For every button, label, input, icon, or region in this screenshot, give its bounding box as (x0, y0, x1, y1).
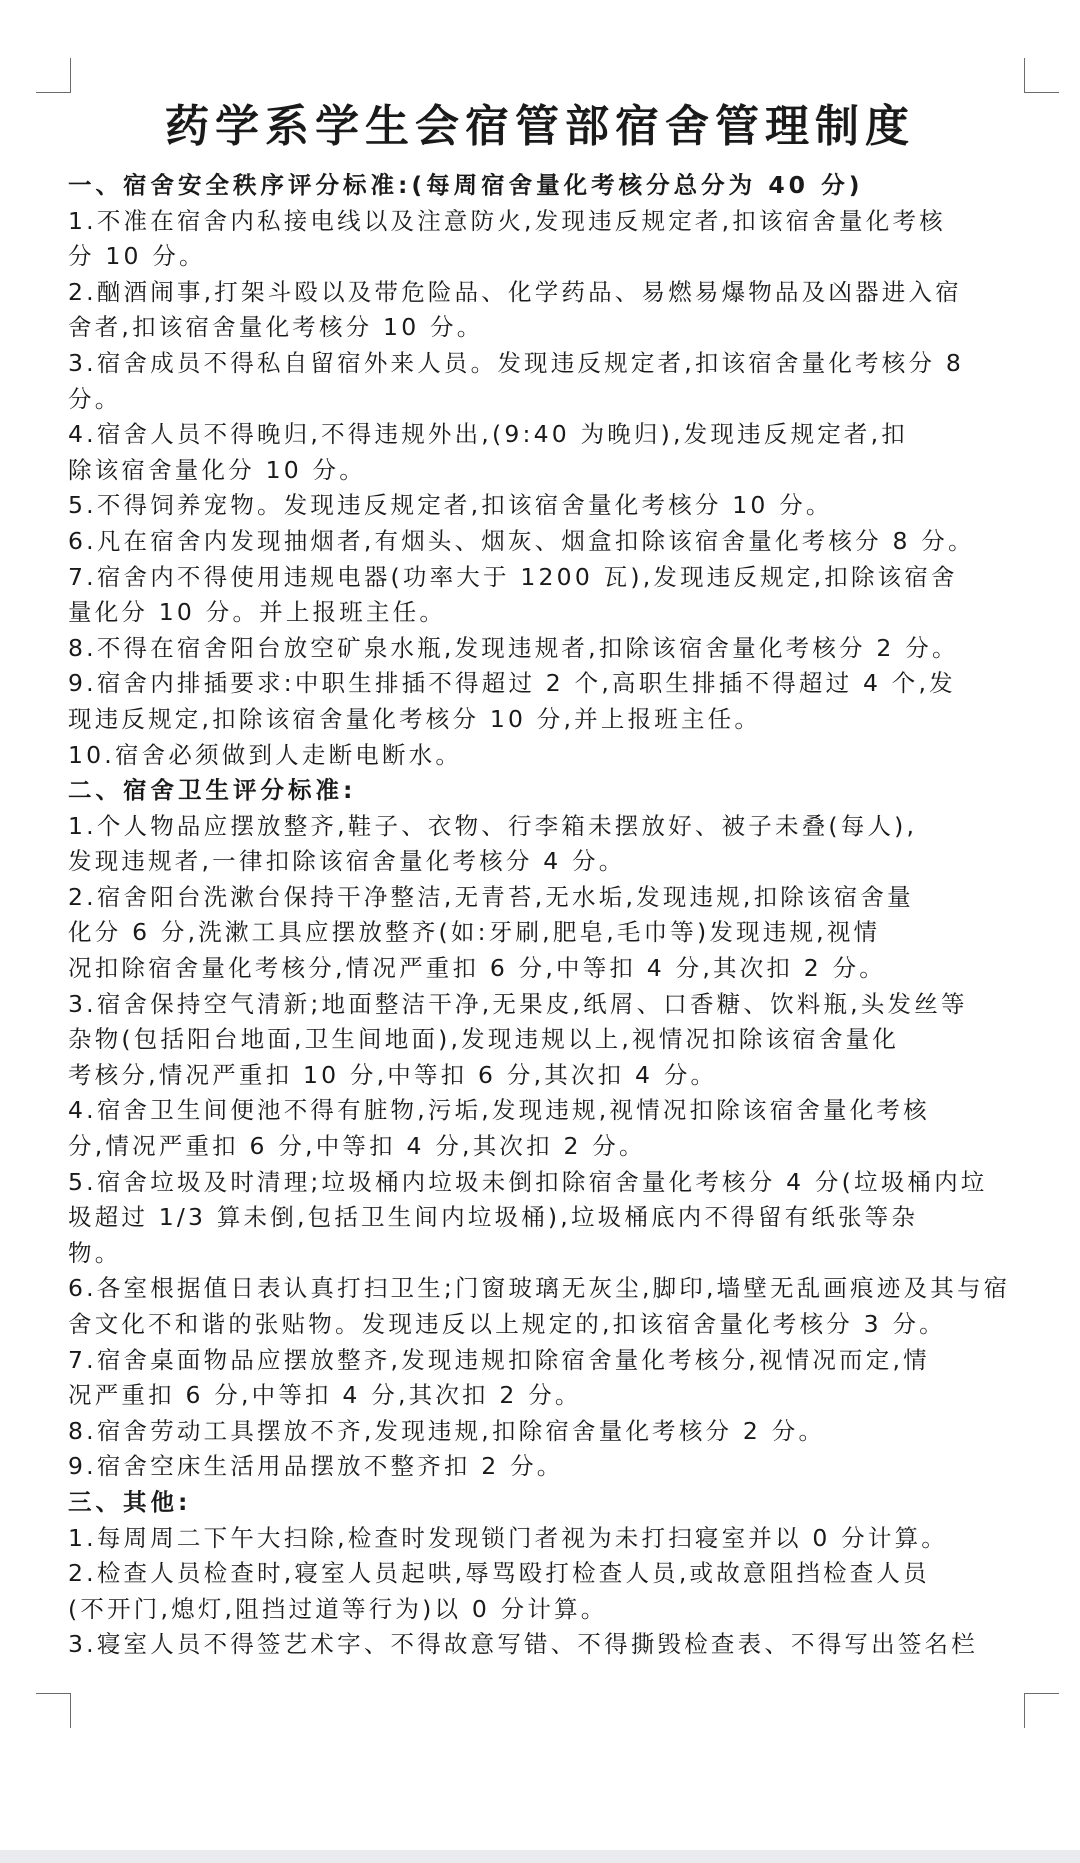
body-line: 3.宿舍成员不得私自留宿外来人员。发现违反规定者,扣该宿舍量化考核分 8 (68, 348, 965, 377)
body-line: 8.不得在宿舍阳台放空矿泉水瓶,发现违规者,扣除该宿舍量化考核分 2 分。 (68, 633, 959, 662)
body-line: 9.宿舍空床生活用品摆放不整齐扣 2 分。 (68, 1452, 564, 1481)
document-title: 药学系学生会宿管部宿舍管理制度 (165, 101, 915, 152)
body-line: 发现违规者,一律扣除该宿舍量化考核分 4 分。 (68, 847, 626, 876)
section-heading: 一、宿舍安全秩序评分标准:(每周宿舍量化考核分总分为 40 分) (68, 171, 864, 199)
body-line: 2.检查人员检查时,寝室人员起哄,辱骂殴打检查人员,或故意阻挡检查人员 (68, 1559, 930, 1588)
body-line: 6.凡在宿舍内发现抽烟者,有烟头、烟灰、烟盒扣除该宿舍量化考核分 8 分。 (68, 526, 975, 555)
body-line: 4.宿舍卫生间便池不得有脏物,污垢,发现违规,视情况扣除该宿舍量化考核 (68, 1096, 930, 1125)
body-line: 10.宿舍必须做到人走断电断水。 (68, 740, 463, 769)
body-line: 1.不准在宿舍内私接电线以及注意防火,发现违反规定者,扣该宿舍量化考核 (68, 206, 946, 235)
body-line: 3.寝室人员不得签艺术字、不得故意写错、不得撕毁检查表、不得写出签名栏 (68, 1630, 978, 1659)
body-line: 舍者,扣该宿舍量化考核分 10 分。 (68, 313, 484, 342)
body-line: 6.各室根据值日表认真打扫卫生;门窗玻璃无灰尘,脚印,墙壁无乱画痕迹及其与宿 (68, 1274, 1011, 1303)
body-line: 1.个人物品应摆放整齐,鞋子、衣物、行李箱未摆放好、被子未叠(每人), (68, 811, 918, 840)
body-line: 8.宿舍劳动工具摆放不齐,发现违规,扣除宿舍量化考核分 2 分。 (68, 1416, 826, 1445)
body-line: 圾超过 1/3 算未倒,包括卫生间内垃圾桶),垃圾桶底内不得留有纸张等杂 (68, 1203, 919, 1232)
body-line: 杂物(包括阳台地面,卫生间地面),发现违规以上,视情况扣除该宿舍量化 (68, 1025, 900, 1054)
body-line: (不开门,熄灯,阻挡过道等行为)以 0 分计算。 (68, 1594, 608, 1623)
body-line: 分,情况严重扣 6 分,中等扣 4 分,其次扣 2 分。 (68, 1132, 646, 1161)
body-line: 现违反规定,扣除该宿舍量化考核分 10 分,并上报班主任。 (68, 704, 762, 733)
body-line: 1.每周周二下午大扫除,检查时发现锁门者视为未打扫寝室并以 0 分计算。 (68, 1523, 948, 1552)
viewer-bottom-edge (0, 1850, 1080, 1863)
body-line: 5.不得饲养宠物。发现违反规定者,扣该宿舍量化考核分 10 分。 (68, 491, 833, 520)
body-line: 4.宿舍人员不得晚归,不得违规外出,(9:40 为晚归),发现违反规定者,扣 (68, 420, 908, 449)
body-line: 2.酗酒闹事,打架斗殴以及带危险品、化学药品、易燃易爆物品及凶器进入宿 (68, 277, 962, 306)
body-line: 考核分,情况严重扣 10 分,中等扣 6 分,其次扣 4 分。 (68, 1060, 718, 1089)
body-line: 除该宿舍量化分 10 分。 (68, 455, 366, 484)
body-line: 舍文化不和谐的张贴物。发现违反以上规定的,扣该宿舍量化考核分 3 分。 (68, 1310, 946, 1338)
body-line: 况扣除宿舍量化考核分,情况严重扣 6 分,中等扣 4 分,其次扣 2 分。 (68, 954, 886, 983)
body-line: 7.宿舍桌面物品应摆放整齐,发现违规扣除宿舍量化考核分,视情况而定,情 (68, 1345, 930, 1374)
body-line: 2.宿舍阳台洗漱台保持干净整洁,无青苔,无水垢,发现违规,扣除该宿舍量 (68, 882, 914, 911)
body-line: 分。 (68, 384, 122, 413)
body-line: 3.宿舍保持空气清新;地面整洁干净,无果皮,纸屑、口香糖、饮料瓶,头发丝等 (68, 989, 968, 1018)
crop-mark-bottom-right (1024, 1693, 1059, 1728)
document-body (68, 168, 1018, 1663)
body-line: 分 10 分。 (68, 242, 206, 271)
crop-mark-top-right (1024, 58, 1059, 93)
section-heading: 二、宿舍卫生评分标准: (68, 776, 357, 805)
body-line: 化分 6 分,洗漱工具应摆放整齐(如:牙刷,肥皂,毛巾等)发现违规,视情 (68, 918, 881, 947)
body-line: 7.宿舍内不得使用违规电器(功率大于 1200 瓦),发现违反规定,扣除该宿舍 (68, 562, 958, 591)
body-line: 9.宿舍内排插要求:中职生排插不得超过 2 个,高职生排插不得超过 4 个,发 (68, 669, 956, 698)
section-heading: 三、其他: (68, 1487, 192, 1516)
crop-mark-top-left (36, 58, 71, 93)
body-line: 物。 (68, 1238, 122, 1267)
body-line: 况严重扣 6 分,中等扣 4 分,其次扣 2 分。 (68, 1381, 582, 1410)
body-line: 5.宿舍垃圾及时清理;垃圾桶内垃圾未倒扣除宿舍量化考核分 4 分(垃圾桶内垃 (68, 1167, 988, 1196)
body-line: 量化分 10 分。并上报班主任。 (68, 598, 447, 627)
crop-mark-bottom-left (36, 1693, 71, 1728)
